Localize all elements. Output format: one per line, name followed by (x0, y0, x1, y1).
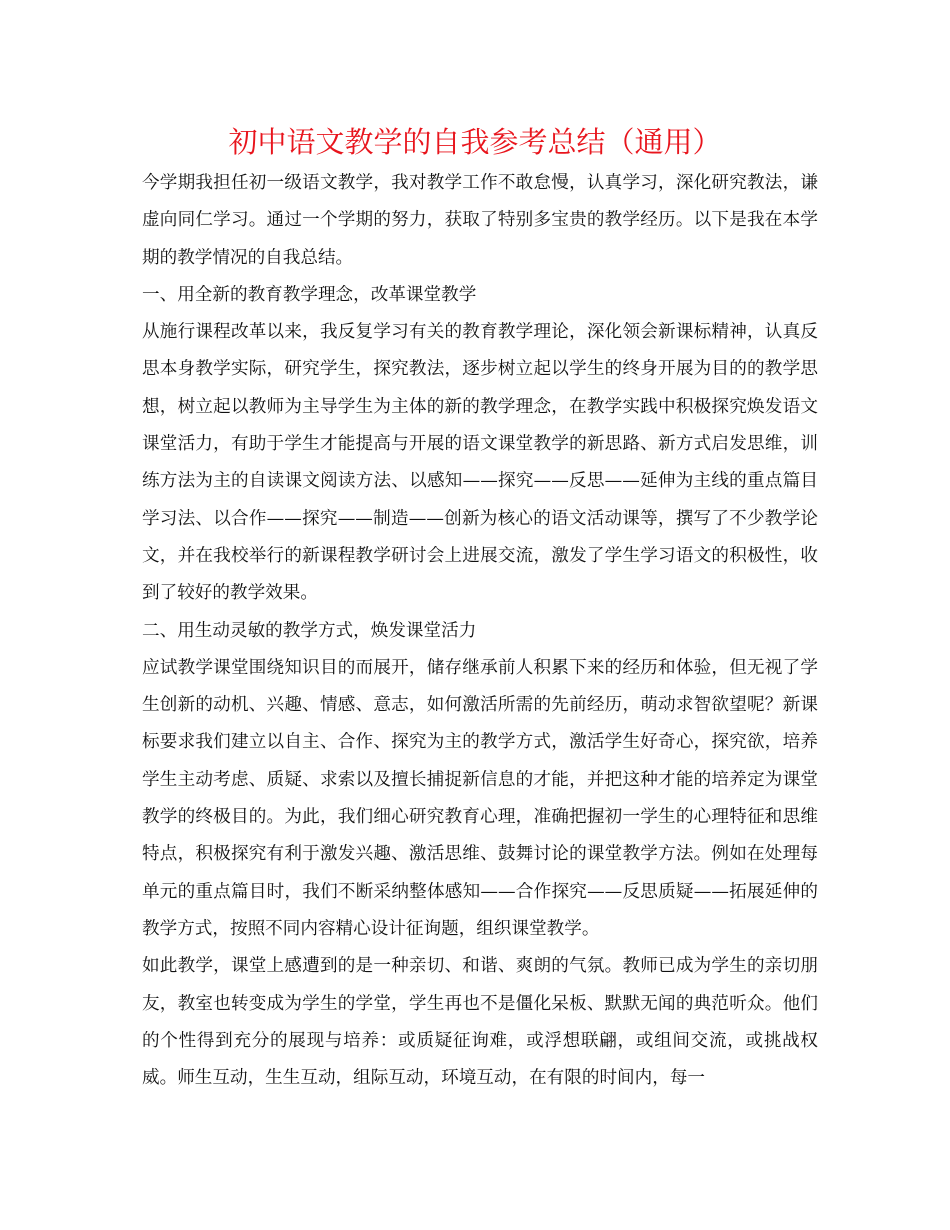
paragraph-intro: 今学期我担任初一级语文教学，我对教学工作不敢怠慢，认真学习，深化研究教法，谦虚向同仁学习。通过一个学期的努力，获取了特别多宝贵的教学经历。以下是我在本学期的教学情况的自我总结。 (142, 173, 818, 268)
paragraph-section-2-continued: 如此教学，课堂上感遭到的是一种亲切、和谐、爽朗的气氛。教师已成为学生的亲切朋友，教室也转变成为学生的学堂，学生再也不是僵化呆板、默默无闻的典范听众。他们的个性得到充分的展现与培养：或质疑征询难，或浮想联翩，或组间交流，或挑战权威。师生互动，生生互动，组际互动，环境互动，在有限的时间内，每一 (142, 956, 818, 1089)
document-body (142, 165, 818, 1097)
paragraph-section-1: 从施行课程改革以来，我反复学习有关的教育教学理论，深化领会新课标精神，认真反思本身教学实际，研究学生，探究教法，逐步树立起以学生的终身开展为目的的教学思想，树立起以教师为主导学生为主体的新的教学理念，在教学实践中积极探究焕发语文课堂活力，有助于学生才能提高与开展的语文课堂教学的新思路、新方式启发思维，训练方法为主的自读课文阅读方法、以感知——探究——反思——延伸为主线的重点篇目学习法、以合作——探究——制造——创新为核心的语文活动课等，撰写了不少教学论文，并在我校举行的新课程教学研讨会上进展交流，激发了学生学习语文的积极性，收到了较好的教学效果。 (142, 322, 818, 604)
section-heading-1: 一、用全新的教育教学理念，改革课堂教学 (142, 284, 477, 305)
document-title: 初中语文教学的自我参考总结（通用） (228, 125, 722, 159)
section-heading-2: 二、用生动灵敏的教学方式，焕发课堂活力 (142, 620, 477, 641)
paragraph-section-2: 应试教学课堂围绕知识目的而展开，储存继承前人积累下来的经历和体验，但无视了学生创新的动机、兴趣、情感、意志，如何激活所需的先前经历，萌动求智欲望呢？新课标要求我们建立以自主、合作、探究为主的教学方式，激活学生好奇心，探究欲，培养学生主动考虑、质疑、求索以及擅长捕捉新信息的才能，并把这种才能的培养定为课堂教学的终极目的。为此，我们细心研究教育心理，准确把握初一学生的心理特征和思维特点，积极探究有利于激发兴趣、激活思维、鼓舞讨论的课堂教学方法。例如在处理每单元的重点篇目时，我们不断采纳整体感知——合作探究——反思质疑——拓展延伸的教学方式，按照不同内容精心设计征询题，组织课堂教学。 (142, 657, 818, 939)
